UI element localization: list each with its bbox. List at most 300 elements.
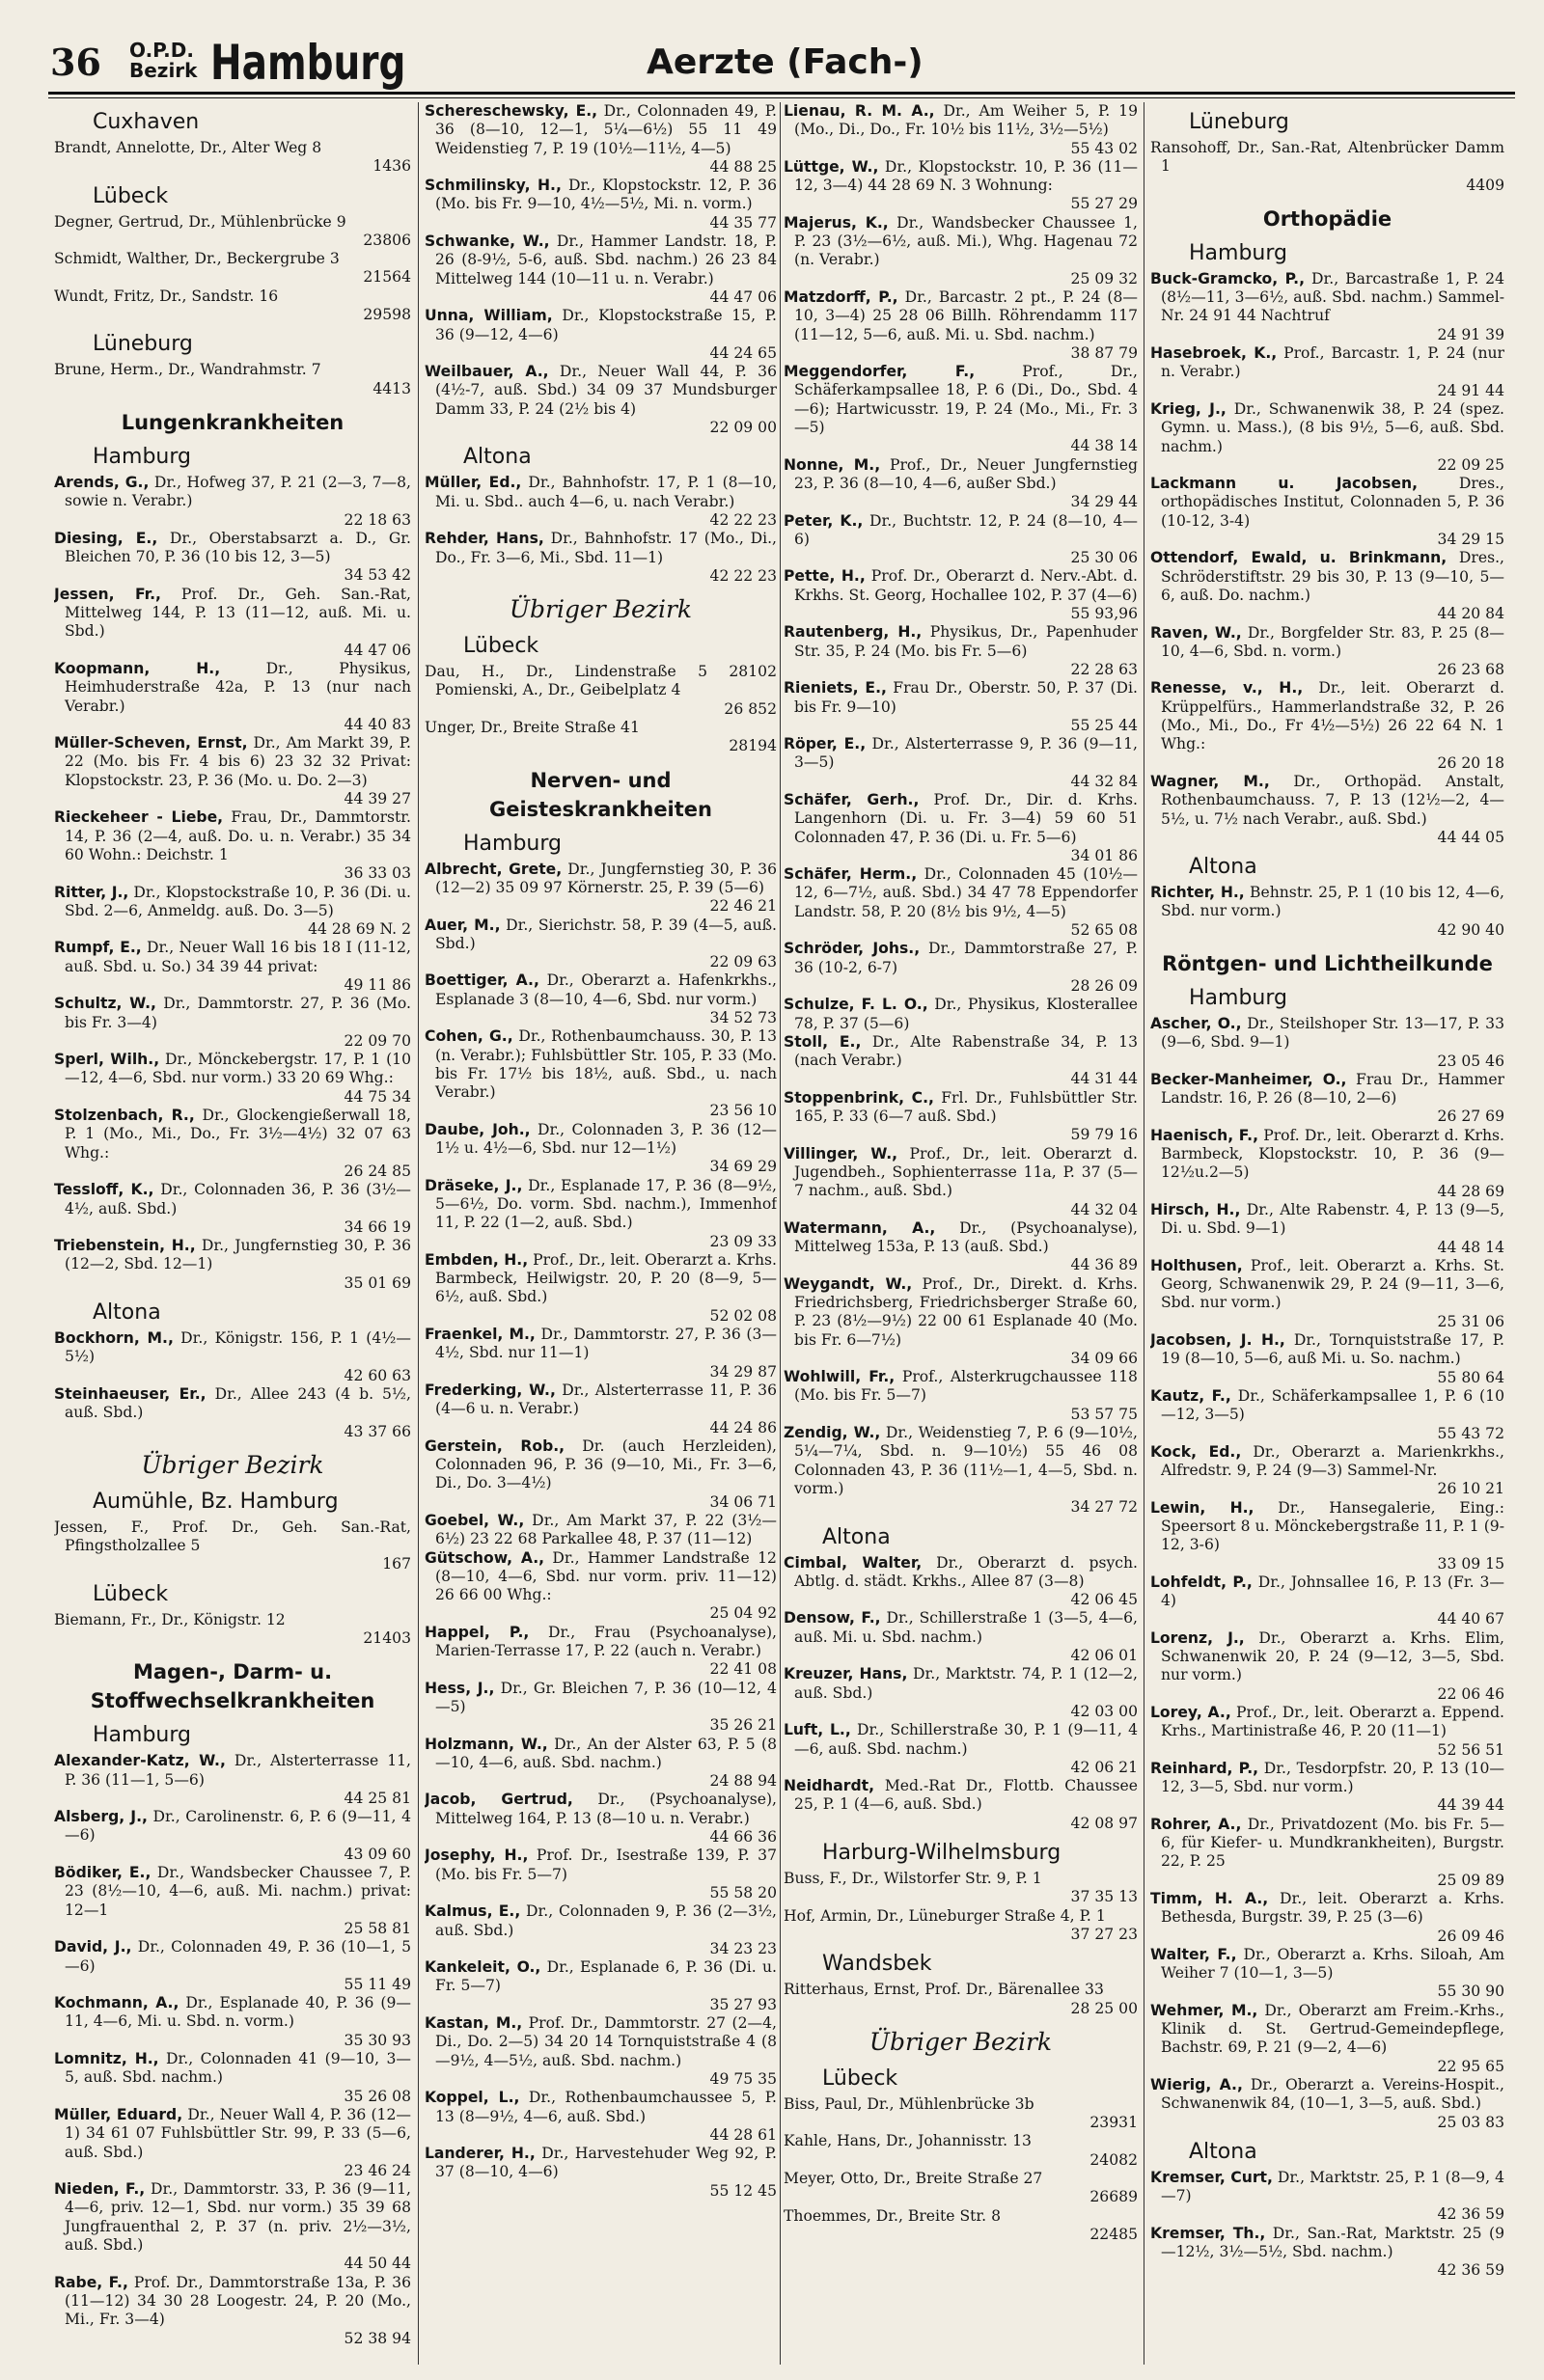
entry-details: Dr., Mönckebergstr. 17, P. 1 (10—12, 4—6, Sbd. nur vorm.) 33 20 69 Whg.: bbox=[65, 1051, 411, 1087]
entry-phone: 44 24 86 bbox=[709, 1418, 777, 1436]
entry-details: Prof., Alsterkrugchaussee 118 (Mo. bis Fr. 5—7) bbox=[794, 1368, 1138, 1405]
entry-details: Dr. (auch Herzleiden), Colonnaden 96, P. 36 (9—10, Mi., Fr. 3—6, Di., Do. 3—4½) bbox=[435, 1436, 777, 1492]
directory-entry bbox=[425, 2014, 777, 2089]
directory-entry bbox=[784, 1554, 1138, 1610]
entry-name: Haenisch, F., bbox=[1150, 1126, 1259, 1144]
entry-name: Kautz, F., bbox=[1150, 1386, 1231, 1405]
entry-name: Alsberg, J., bbox=[54, 1808, 148, 1826]
directory-entry bbox=[54, 250, 411, 287]
directory-entry bbox=[425, 233, 777, 307]
directory-entry bbox=[1150, 1331, 1504, 1387]
directory-entry bbox=[1150, 2169, 1504, 2225]
entry-name: Pette, H., bbox=[784, 567, 866, 586]
entry-phone: 34 69 29 bbox=[709, 1158, 777, 1176]
directory-entry bbox=[54, 1385, 411, 1441]
entry-details: Dr., Klopstockstraße 10, P. 36 (Di. u. Sbd. 2—6, Anmeldg. auß. Do. 3—5) bbox=[65, 883, 411, 919]
entry-details: Hof, Armin, Dr., Lüneburger Straße 4, P. 1 bbox=[784, 1906, 1106, 1925]
entry-details: Dr., Oberarzt am Freim.-Krhs., Klinik d. St. Gertrud-Gemeindepflege, Bachstr. 69, P. 21 (9—2, 4—6) bbox=[1161, 2001, 1504, 2057]
entry-phone: 44 24 65 bbox=[709, 343, 777, 362]
directory-entry bbox=[1150, 1890, 1504, 1946]
entry-name: Alexander-Katz, W., bbox=[54, 1752, 226, 1770]
entry-details: Dr., Buchtstr. 12, P. 24 (8—10, 4—6) bbox=[794, 511, 1138, 548]
entry-details: Biss, Paul, Dr., Mühlenbrücke 3b bbox=[784, 2094, 1034, 2113]
entry-name: Embden, H., bbox=[425, 1250, 529, 1269]
directory-entry bbox=[425, 1381, 777, 1437]
entry-details: Dr., Oberarzt a. Krhs. Siloah, Am Weiher 7 (10—1, 3—5) bbox=[1161, 1945, 1504, 1983]
entry-phone: 52 56 51 bbox=[1437, 1740, 1504, 1759]
entry-phone: 34 06 71 bbox=[709, 1492, 777, 1511]
column-divider bbox=[418, 102, 419, 2365]
entry-details: Dr., Am Weiher 5, P. 19 (Mo., Di., Do., Fr. 10½ bis 11½, 3½—5½) bbox=[794, 102, 1138, 139]
entry-phone: 44 35 77 bbox=[709, 213, 777, 232]
entry-phone: 44 66 36 bbox=[709, 1828, 777, 1847]
entry-details: Dr., Schäferkampsallee 1, P. 6 (10—12, 3—5) bbox=[1161, 1386, 1504, 1424]
entry-phone: 37 27 23 bbox=[1070, 1925, 1138, 1943]
directory-entry bbox=[784, 512, 1138, 568]
entry-name: Nieden, F., bbox=[54, 2180, 146, 2199]
entry-details: Dr., Colonnaden 49, P. 36 (10—1, 5—6) bbox=[65, 1938, 411, 1975]
directory-entry bbox=[1150, 270, 1504, 344]
city-title: Hamburg bbox=[210, 35, 406, 91]
entry-phone: 55 30 90 bbox=[1437, 1983, 1504, 2001]
entry-details: Dres., Schröderstiftstr. 29 bis 30, P. 13 (9—10, 5—6, auß. Do. nachm.) bbox=[1161, 549, 1504, 604]
entry-details: Prof., leit. Oberarzt a. Krhs. St. Georg, Schwanenwik 29, P. 24 (9—11, 3—6, Sbd. nur vorm.) bbox=[1161, 1256, 1504, 1312]
entry-name: Lüttge, W., bbox=[784, 157, 879, 176]
entry-details: Dr., Oberarzt a. Krhs. Elim, Schwanenwik 20, P. 24 (9—12, 3—5, Sbd. nur vorm.) bbox=[1161, 1628, 1504, 1684]
entry-details: Thoemmes, Dr., Breite Str. 8 bbox=[784, 2206, 1001, 2225]
entry-details: Prof. Dr., Dammtorstraße 13a, P. 36 (11—12) 34 30 28 Loogestr. 24, P. 20 (Mo., Mi., Fr. 3—4) bbox=[65, 2273, 411, 2329]
entry-phone: 28 25 00 bbox=[1070, 1999, 1138, 2017]
entry-phone: 52 65 08 bbox=[1070, 921, 1138, 940]
region-heading: Übriger Bezirk bbox=[509, 595, 693, 624]
directory-entry bbox=[784, 2095, 1138, 2133]
entry-name: Schäfer, Gerh., bbox=[784, 790, 920, 808]
entry-name: Diesing, E., bbox=[54, 529, 158, 547]
entry-name: Kock, Ed., bbox=[1150, 1442, 1242, 1461]
entry-phone: 42 08 97 bbox=[1070, 1814, 1138, 1832]
entry-phone: 22 18 63 bbox=[344, 510, 411, 529]
entry-name: Renesse, v., H., bbox=[1150, 679, 1304, 698]
entry-name: Lewin, H., bbox=[1150, 1498, 1254, 1517]
entry-name: Schäfer, Herm., bbox=[784, 865, 918, 884]
page-number: 36 bbox=[50, 41, 101, 84]
entry-name: Stoll, E., bbox=[784, 1032, 862, 1051]
entry-details: Dr., Alsterterrasse 11, P. 36 (4—6 u. n. Verabr.) bbox=[435, 1381, 777, 1418]
entry-name: Müller, Eduard, bbox=[54, 2105, 183, 2123]
directory-entry bbox=[1150, 624, 1504, 680]
entry-details: Prof. Dr., Dammtorstr. 27 (2—4, Di., Do. 2—5) 34 20 14 Tornquiststraße 4 (8—9½, 4—5½, auß. Sbd. nachm.) bbox=[435, 2014, 777, 2069]
entry-name: Holthusen, bbox=[1150, 1256, 1243, 1274]
entry-name: Wehmer, M., bbox=[1150, 2001, 1258, 2019]
entry-name: Schulze, F. L. O., bbox=[784, 996, 928, 1014]
entry-phone: 43 37 66 bbox=[344, 1422, 411, 1440]
directory-entry bbox=[54, 2050, 411, 2106]
directory-entry bbox=[425, 1027, 777, 1120]
entry-name: Hirsch, H., bbox=[1150, 1200, 1241, 1218]
directory-entry bbox=[54, 1994, 411, 2050]
entry-phone: 53 57 75 bbox=[1070, 1405, 1138, 1423]
entry-phone: 21564 bbox=[363, 268, 411, 287]
entry-phone: 55 25 44 bbox=[1070, 716, 1138, 734]
entry-name: Majerus, K., bbox=[784, 213, 889, 232]
entry-name: Kalmus, E., bbox=[425, 1902, 521, 1921]
entry-details: Behnstr. 25, P. 1 (10 bis 12, 4—6, Sbd. nur vorm.) bbox=[1161, 884, 1504, 920]
entry-details: Dr., Schillerstraße 30, P. 1 (9—11, 4—6, auß. Sbd. nachm.) bbox=[794, 1721, 1138, 1758]
entry-name: Schereschewsky, E., bbox=[425, 102, 598, 120]
directory-entry bbox=[1150, 1629, 1504, 1704]
directory-entry bbox=[1150, 1760, 1504, 1816]
directory-entry bbox=[425, 1847, 777, 1902]
directory-entry bbox=[425, 1512, 777, 1549]
city-heading: Lüneburg bbox=[1189, 110, 1289, 134]
entry-details: Dr., Colonnaden 3, P. 36 (12—1½ u. 4½—6, Sbd. nur 12—1½) bbox=[435, 1120, 777, 1158]
entry-details: Dr., Schwanenwik 38, P. 24 (spez. Gymn. u. Mass.), (8 bis 9½, 5—6, auß. Sbd. nachm.) bbox=[1161, 399, 1504, 455]
entry-details: Meyer, Otto, Dr., Breite Straße 27 bbox=[784, 2169, 1043, 2187]
entry-name: Tessloff, K., bbox=[54, 1181, 154, 1199]
entry-phone: 25 04 92 bbox=[709, 1604, 777, 1623]
opd-district-label bbox=[129, 41, 197, 81]
entry-name: Rieniets, E., bbox=[784, 679, 887, 698]
entry-phone: 23931 bbox=[1089, 2114, 1138, 2132]
directory-entry bbox=[54, 1938, 411, 1994]
directory-entry bbox=[54, 1237, 411, 1293]
entry-details: Dr., Bahnhofstr. 17, P. 1 (8—10, Mi. u. Sbd.. auch 4—6, u. nach Verabr.) bbox=[435, 474, 777, 510]
city-heading: Lübeck bbox=[93, 1581, 169, 1606]
directory-entry bbox=[54, 1518, 411, 1574]
city-heading: Hamburg bbox=[93, 1723, 191, 1748]
directory-entry bbox=[425, 916, 777, 972]
entry-name: Stoppenbrink, C., bbox=[784, 1088, 934, 1107]
entry-name: Dräseke, J., bbox=[425, 1176, 523, 1194]
directory-entry bbox=[425, 1121, 777, 1177]
city-heading: Hamburg bbox=[463, 831, 562, 856]
directory-entry bbox=[54, 1329, 411, 1385]
directory-entry bbox=[425, 1549, 777, 1624]
directory-entry bbox=[425, 177, 777, 233]
city-heading: Cuxhaven bbox=[93, 110, 200, 134]
page-header bbox=[48, 37, 1515, 93]
entry-details: Dr., Tesdorpfstr. 20, P. 13 (10—12, 3—5, Sbd. nur vorm.) bbox=[1161, 1759, 1504, 1796]
entry-details: Dr., Dammtorstraße 27, P. 36 (10-2, 6-7) bbox=[794, 940, 1138, 976]
entry-name: Schröder, Johs., bbox=[784, 940, 921, 958]
entry-phone: 22 09 00 bbox=[709, 419, 777, 437]
directory-entry bbox=[1150, 679, 1504, 772]
entry-phone: 44 40 83 bbox=[344, 715, 411, 733]
entry-details: Dr., Oberarzt a. Hafenkrkhs., Esplanade 3 (8—10, 4—6, Sbd. nur vorm.) bbox=[435, 971, 777, 1008]
directory-entry bbox=[425, 1326, 777, 1381]
directory-entry bbox=[1150, 1387, 1504, 1443]
entry-details: Dr., Carolinenstr. 6, P. 6 (9—11, 4—6) bbox=[65, 1808, 411, 1845]
entry-name: Müller, Ed., bbox=[425, 474, 522, 492]
entry-name: Neidhardt, bbox=[784, 1777, 874, 1795]
entry-name: Lienau, R. M. A., bbox=[784, 102, 935, 120]
entry-name: Sperl, Wilh., bbox=[54, 1051, 160, 1069]
entry-phone: 55 43 72 bbox=[1437, 1424, 1504, 1442]
directory-entry bbox=[425, 1437, 777, 1512]
city-heading: Altona bbox=[463, 445, 532, 470]
entry-phone: 42 22 23 bbox=[709, 566, 777, 585]
entry-details: Dr., Jungfernstieg 30, P. 36 (12—2) 35 09 97 Körnerstr. 25, P. 39 (5—6) bbox=[435, 860, 777, 896]
entry-name: Richter, H., bbox=[1150, 884, 1245, 902]
column-4 bbox=[1150, 102, 1504, 2365]
entry-details: Prof. Dr., Dir. d. Krhs. Langenhorn (Di. u. Fr. 3—4) 59 60 51 Colonnaden 47, P. 36 (Di. u. Fr. 5—6) bbox=[794, 790, 1138, 846]
entry-name: Wohlwill, Fr., bbox=[784, 1368, 896, 1386]
entry-details: Dr., Alsterterrasse 11, P. 36 (11—1, 5—6) bbox=[65, 1752, 411, 1789]
directory-entry bbox=[784, 2170, 1138, 2207]
entry-details: Physikus, Dr., Papenhuder Str. 35, P. 24 (Mo. bis Fr. 5—6) bbox=[794, 623, 1138, 660]
directory-entry bbox=[1150, 2076, 1504, 2132]
entry-phone: 52 38 94 bbox=[344, 2329, 411, 2347]
entry-phone: 25 30 06 bbox=[1070, 549, 1138, 567]
entry-name: Schwanke, W., bbox=[425, 233, 550, 251]
entry-phone: 21403 bbox=[363, 1629, 411, 1647]
header-rule-thin bbox=[48, 97, 1515, 98]
entry-name: Albrecht, Grete, bbox=[425, 860, 563, 878]
entry-phone: 35 26 08 bbox=[344, 2087, 411, 2105]
directory-entry bbox=[784, 623, 1138, 679]
entry-details: Frl. Dr., Fuhlsbüttler Str. 165, P. 33 (6—7 auß. Sbd.) bbox=[794, 1088, 1138, 1126]
directory-entry bbox=[425, 1680, 777, 1736]
entry-phone: 35 01 69 bbox=[344, 1273, 411, 1292]
entry-phone: 49 11 86 bbox=[344, 975, 411, 994]
directory-entry bbox=[54, 474, 411, 530]
entry-name: Weilbauer, A., bbox=[425, 363, 549, 381]
entry-details: Frau Dr., Hammer Landstr. 16, P. 26 (8—10, 2—6) bbox=[1161, 1070, 1504, 1108]
entry-details: Schmidt, Walther, Dr., Beckergrube 3 bbox=[54, 250, 340, 268]
entry-phone: 44 40 67 bbox=[1437, 1610, 1504, 1628]
entry-phone: 52 02 08 bbox=[709, 1306, 777, 1325]
directory-entry bbox=[784, 1089, 1138, 1145]
directory-entry bbox=[1150, 549, 1504, 623]
section-heading: Orthopädie bbox=[1262, 206, 1392, 231]
entry-name: Jacob, Gertrud, bbox=[425, 1791, 573, 1809]
entry-phone: 55 11 49 bbox=[344, 1975, 411, 1993]
directory-entry bbox=[425, 719, 777, 756]
entry-phone: 37 35 13 bbox=[1070, 1888, 1138, 1906]
entry-details: Prof., Dr., leit. Oberarzt d. Jugendbeh., Sophienterrasse 11a, P. 37 (5—7 nachm., auß. Sbd.) bbox=[794, 1144, 1138, 1200]
entry-phone: 44 28 61 bbox=[709, 2125, 777, 2144]
entry-details: Dr., (Psychoanalyse), Mittelweg 153a, P. 13 (auß. Sbd.) bbox=[794, 1218, 1138, 1256]
directory-entry bbox=[784, 865, 1138, 940]
entry-phone: 23 46 24 bbox=[344, 2161, 411, 2179]
directory-entry bbox=[784, 363, 1138, 455]
entry-details: Dr., Oberarzt a. Marienkrkhs., Alfredstr. 9, P. 24 (9—3) Sammel-Nr. bbox=[1161, 1442, 1504, 1480]
entry-details: Dr., Steilshoper Str. 13—17, P. 33 (9—6, Sbd. 9—1) bbox=[1161, 1014, 1504, 1052]
city-heading: Lübeck bbox=[822, 2065, 898, 2091]
directory-entry bbox=[54, 2274, 411, 2348]
entry-name: Raven, W., bbox=[1150, 623, 1242, 642]
entry-name: Peter, K., bbox=[784, 511, 864, 530]
entry-details: Dr., Oberstabsarzt a. D., Gr. Bleichen 70, P. 36 (10 bis 12, 3—5) bbox=[65, 529, 411, 566]
entry-phone: 55 80 64 bbox=[1437, 1368, 1504, 1386]
directory-entry bbox=[425, 861, 777, 916]
entry-name: Jessen, Fr., bbox=[54, 585, 161, 603]
entry-details: Dr., Esplanade 40, P. 36 (9—11, 4—6, Mi. u. Sbd. n. vorm.) bbox=[65, 1994, 411, 2031]
directory-entry bbox=[54, 1051, 411, 1107]
entry-phone: 25 09 89 bbox=[1437, 1871, 1504, 1889]
entry-details: Ransohoff, Dr., San.-Rat, Altenbrücker Damm 1 bbox=[1150, 139, 1504, 176]
entry-name: Kankeleit, O., bbox=[425, 1958, 541, 1977]
city-heading: Wandsbek bbox=[822, 1952, 932, 1977]
entry-details: Dr., Physikus, Klosterallee 78, P. 37 (5—6) bbox=[794, 996, 1138, 1032]
entry-phone: 24 91 39 bbox=[1437, 325, 1504, 343]
entry-phone: 42 06 01 bbox=[1070, 1647, 1138, 1665]
entry-name: David, J., bbox=[54, 1938, 132, 1956]
entry-phone: 44 48 14 bbox=[1437, 1238, 1504, 1256]
entry-phone: 22 09 70 bbox=[344, 1031, 411, 1050]
entry-name: Lackmann u. Jacobsen, bbox=[1150, 475, 1419, 493]
entry-details: Med.-Rat Dr., Flottb. Chaussee 25, P. 1 (4—6, auß. Sbd.) bbox=[794, 1777, 1138, 1814]
directory-entry bbox=[425, 474, 777, 530]
entry-details: Dr., Schillerstraße 1 (3—5, 4—6, auß. Mi. u. Sbd. nachm.) bbox=[794, 1609, 1138, 1646]
directory-entry bbox=[784, 679, 1138, 735]
section-heading: Nerven- und Geisteskrankheiten bbox=[489, 768, 712, 821]
entry-details: Prof., Dr., Neuer Jungfernstieg 23, P. 36 (8—10, 4—6, außer Sbd.) bbox=[794, 455, 1138, 492]
entry-phone: 23 56 10 bbox=[709, 1102, 777, 1120]
entry-name: Kremser, Curt, bbox=[1150, 2168, 1273, 2186]
directory-entry bbox=[54, 884, 411, 940]
entry-details: Dr., Colonnaden 45 (10½—12, 6—7½, auß. Sbd.) 34 47 78 Eppendorfer Landstr. 58, P. 20 (8½ bis 9½, 4—5) bbox=[794, 865, 1138, 920]
entry-name: Steinhaeuser, Er., bbox=[54, 1384, 207, 1403]
entry-name: Holzmann, W., bbox=[425, 1735, 548, 1753]
entry-phone: 36 33 03 bbox=[344, 864, 411, 883]
entry-phone: 25 03 83 bbox=[1437, 2113, 1504, 2131]
directory-entry bbox=[784, 1609, 1138, 1665]
entry-phone: 44 38 14 bbox=[1070, 437, 1138, 455]
entry-details: Dr., Am Markt 39, P. 22 (Mo. bis Fr. 4 bis 6) 23 32 32 Privat: Klopstockstr. 23, P. 36 (Mo. u. Do. 2—3) bbox=[65, 734, 411, 789]
entry-phone: 26 23 68 bbox=[1437, 661, 1504, 679]
entry-phone: 23 05 46 bbox=[1437, 1052, 1504, 1070]
entry-details: Dr., Rothenbaumchaussee 5, P. 13 (8—9½, 4—6, auß. Sbd.) bbox=[435, 2089, 777, 2125]
city-heading: Altona bbox=[1189, 855, 1257, 880]
entry-phone: 34 29 15 bbox=[1437, 531, 1504, 549]
entry-phone: 34 09 66 bbox=[1070, 1349, 1138, 1367]
entry-phone: 26 09 46 bbox=[1437, 1927, 1504, 1945]
entry-details: Dr., San.-Rat, Marktstr. 25 (9—12½, 3½—5½, Sbd. nachm.) bbox=[1161, 2224, 1504, 2260]
entry-phone: 26 10 21 bbox=[1437, 1480, 1504, 1498]
entry-details: Dr., leit. Oberarzt a. Krhs. Bethesda, Burgstr. 39, P. 25 (3—6) bbox=[1161, 1889, 1504, 1927]
entry-details: Dr., Gr. Bleichen 7, P. 36 (10—12, 4—5) bbox=[435, 1679, 777, 1715]
directory-entry bbox=[1150, 1201, 1504, 1257]
entry-details: Dr., Rothenbaumchauss. 30, P. 13 (n. Verabr.); Fuhlsbüttler Str. 105, P. 33 (Mo. bis Fr. 17½ bis 18½, auß. Sbd., u. nach Verabr.) bbox=[435, 1027, 777, 1102]
entry-details: Prof., Dr., leit. Oberarzt a. Eppend. Krhs., Martinistraße 46, P. 20 (11—1) bbox=[1161, 1703, 1504, 1740]
entry-details: Dr., Alte Rabenstraße 34, P. 13 (nach Verabr.) bbox=[794, 1032, 1138, 1070]
entry-name: Watermann, A., bbox=[784, 1218, 936, 1237]
entry-name: Stolzenbach, R., bbox=[54, 1107, 195, 1125]
entry-phone: 26 852 bbox=[724, 699, 777, 718]
directory-entry bbox=[784, 1907, 1138, 1945]
entry-phone: 34 52 73 bbox=[709, 1008, 777, 1026]
entry-name: Bödiker, E., bbox=[54, 1864, 152, 1882]
entry-name: Nonne, M., bbox=[784, 455, 881, 474]
entry-details: Dres., orthopädisches Institut, Colonnaden 5, P. 36 (10-12, 3-4) bbox=[1161, 475, 1504, 530]
directory-entry bbox=[784, 1870, 1138, 1907]
entry-details: Prof., Dr., Direkt. d. Krhs. Friedrichsberg, Friedrichsberger Straße 60, P. 23 (8½—9½) 22 00 61 Esplanade 40 (Mo. bis Fr. 6—7½) bbox=[794, 1274, 1138, 1349]
entry-details: Dr., Marktstr. 74, P. 1 (12—2, auß. Sbd.) bbox=[794, 1665, 1138, 1702]
entry-name: Gerstein, Rob., bbox=[425, 1436, 565, 1455]
entry-details: Dr., Marktstr. 25, P. 1 (8—9, 4—7) bbox=[1161, 2168, 1504, 2205]
entry-details: Dr., Klopstockstr. 12, P. 36 (Mo. bis Fr. 9—10, 4½—5½, Mi. n. vorm.) bbox=[435, 177, 777, 213]
entry-phone: 44 32 84 bbox=[1070, 772, 1138, 790]
entry-details: Dr., Alte Rabenstr. 4, P. 13 (9—5, Di. u. Sbd. 9—1) bbox=[1161, 1200, 1504, 1238]
entry-details: Dr., Frau (Psychoanalyse), Marien-Terrasse 17, P. 22 (auch n. Verabr.) bbox=[435, 1623, 777, 1660]
directory-entry bbox=[1150, 1946, 1504, 2002]
directory-entry bbox=[425, 1958, 777, 2014]
entry-name: Frederking, W., bbox=[425, 1381, 556, 1399]
entry-details: Dr., Neuer Wall 4, P. 36 (12—1) 34 61 07 Fuhlsbüttler Str. 99, P. 33 (5—6, auß. Sbd.) bbox=[65, 2105, 411, 2161]
entry-name: Kochmann, A., bbox=[54, 1994, 179, 2012]
directory-entry bbox=[784, 1219, 1138, 1275]
entry-details: Unger, Dr., Breite Straße 41 bbox=[425, 719, 640, 737]
entry-name: Buck-Gramcko, P., bbox=[1150, 269, 1306, 287]
entry-details: Dr., Glockengießerwall 18, P. 1 (Mo., Mi., Do., Fr. 3½—4½) 32 07 63 Whg.: bbox=[65, 1107, 411, 1162]
entry-phone: 34 29 44 bbox=[1070, 493, 1138, 511]
entry-phone: 55 93,96 bbox=[1070, 605, 1138, 623]
entry-name: Auer, M., bbox=[425, 916, 501, 934]
directory-entry bbox=[425, 2145, 777, 2201]
directory-entry bbox=[54, 361, 411, 398]
column-3 bbox=[784, 102, 1138, 2365]
entry-details: Dr., Hofweg 37, P. 21 (2—3, 7—8, sowie n. Verabr.) bbox=[65, 473, 411, 510]
entry-details: Dau, H., Dr., Lindenstraße 5 28102 Pomienski, A., Dr., Geibelplatz 4 bbox=[425, 663, 777, 699]
entry-details: Dr., Esplanade 17, P. 36 (8—9½, 5—6½, Do. vorm. Sbd. nachm.), Immenhof 11, P. 22 (1—2, auß. Sbd.) bbox=[435, 1176, 777, 1232]
city-heading: Hamburg bbox=[1189, 240, 1287, 265]
entry-phone: 55 43 02 bbox=[1070, 139, 1138, 157]
directory-entry bbox=[54, 1107, 411, 1181]
entry-phone: 44 28 69 N. 2 bbox=[308, 920, 411, 939]
entry-details: Degner, Gertrud, Dr., Mühlenbrücke 9 bbox=[54, 212, 346, 231]
section-title: Aerzte (Fach-) bbox=[647, 42, 924, 82]
entry-name: Cimbal, Walter, bbox=[784, 1553, 923, 1572]
entry-details: Dr., Dammtorstr. 27, P. 36 (3—4½, Sbd. nur 11—1) bbox=[435, 1326, 777, 1362]
directory-entry bbox=[54, 995, 411, 1051]
entry-name: Bockhorn, M., bbox=[54, 1329, 174, 1348]
entry-details: Dr., Barcastr. 2 pt., P. 24 (8—10, 3—4) 25 28 06 Billh. Röhrendamm 117 (11—12, 5—6, auß. Mi. u. Sbd. nachm.) bbox=[794, 287, 1138, 343]
directory-entry bbox=[784, 1424, 1138, 1517]
directory-entry bbox=[425, 1791, 777, 1847]
entry-name: Lorenz, J., bbox=[1150, 1628, 1245, 1647]
entry-details: Prof., Dr., Schäferkampsallee 18, P. 6 (Di., Do., Sbd. 4—6); Hartwicusstr. 19, P. 24 (Mo., Mi., Fr. 3—5) bbox=[794, 363, 1138, 437]
directory-entry bbox=[425, 663, 777, 719]
entry-phone: 33 09 15 bbox=[1437, 1554, 1504, 1573]
entry-phone: 22 09 25 bbox=[1437, 455, 1504, 474]
entry-details: Dr., Barcastraße 1, P. 24 (8½—11, 3—6½, auß. Sbd. nachm.) Sammel-Nr. 24 91 44 Nachtruf bbox=[1161, 269, 1504, 325]
entry-phone: 26 24 85 bbox=[344, 1162, 411, 1180]
entry-phone: 35 30 93 bbox=[344, 2031, 411, 2049]
entry-name: Villinger, W., bbox=[784, 1144, 898, 1163]
entry-phone: 22 41 08 bbox=[709, 1660, 777, 1679]
entry-phone: 55 12 45 bbox=[709, 2181, 777, 2200]
entry-name: Unna, William, bbox=[425, 307, 553, 325]
entry-details: Dr., Oberarzt a. Vereins-Hospit., Schwanenwik 84, (10—1, 3—5, auß. Sbd.) bbox=[1161, 2075, 1504, 2113]
directory-entry bbox=[54, 2180, 411, 2273]
directory-entry bbox=[1150, 2002, 1504, 2076]
entry-details: Dr., Johnsallee 16, P. 13 (Fr. 3—4) bbox=[1161, 1573, 1504, 1610]
entry-phone: 35 26 21 bbox=[709, 1716, 777, 1735]
directory-entry bbox=[1150, 1015, 1504, 1071]
entry-phone: 44 36 89 bbox=[1070, 1256, 1138, 1274]
entry-name: Wagner, M., bbox=[1150, 772, 1270, 790]
directory-entry bbox=[784, 158, 1138, 214]
directory-entry bbox=[784, 102, 1138, 158]
entry-name: Schultz, W., bbox=[54, 995, 156, 1013]
directory-entry bbox=[425, 1736, 777, 1792]
entry-phone: 22485 bbox=[1089, 2225, 1138, 2243]
entry-name: Happel, P., bbox=[425, 1623, 530, 1641]
entry-name: Lorey, A., bbox=[1150, 1703, 1231, 1721]
entry-name: Rumpf, E., bbox=[54, 939, 142, 957]
entry-name: Daube, Joh., bbox=[425, 1120, 531, 1138]
